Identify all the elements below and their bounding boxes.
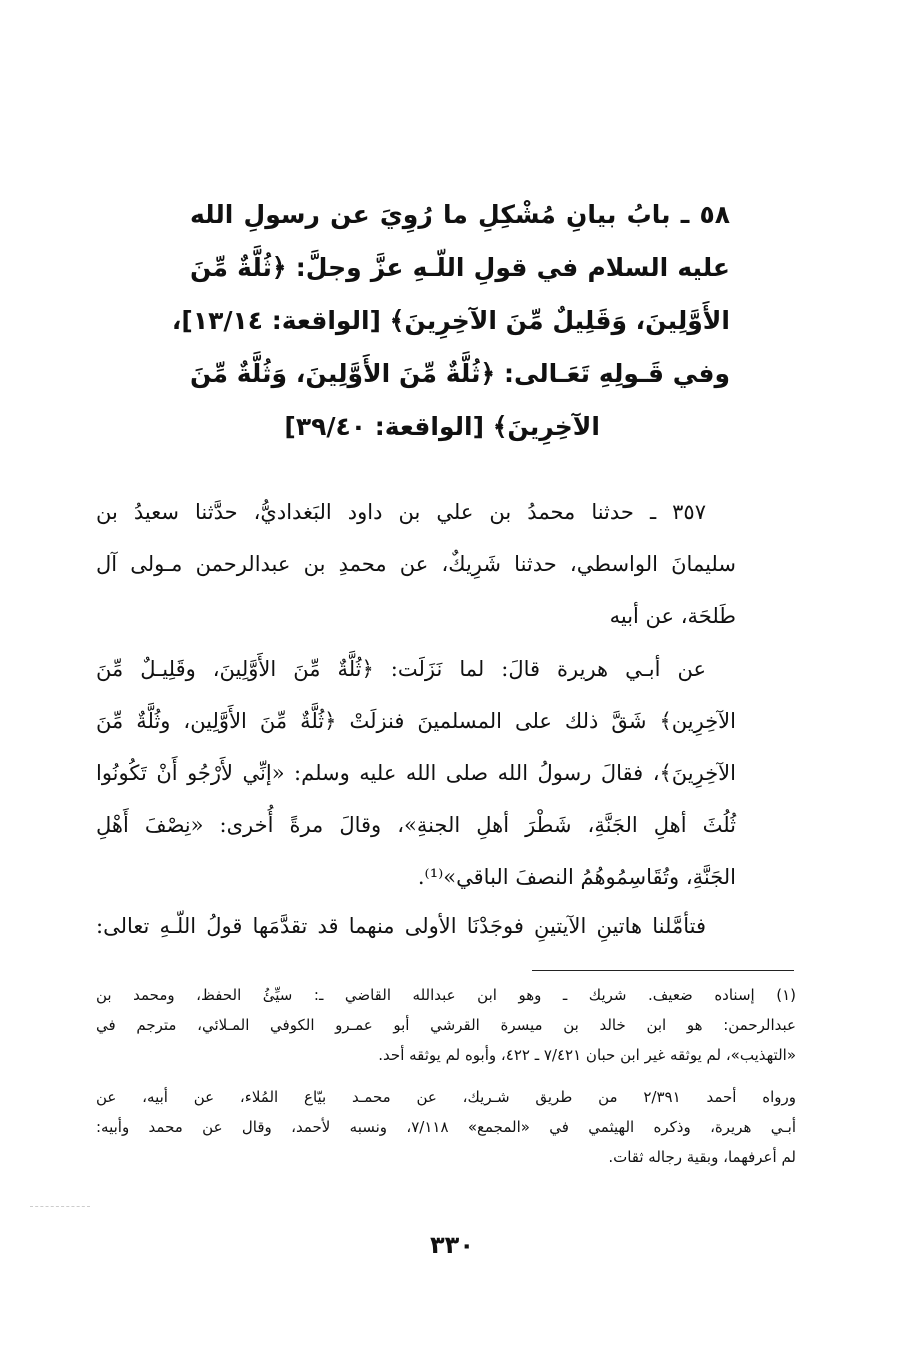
footnote-separator <box>532 970 794 971</box>
body-line: ثُلُثَ أهلِ الجَنَّةِ، شَطْرَ أهلِ الجنةِ»، وقالَ مرةً أُخرى: «نِصْفَ أَهْلِ <box>96 813 736 837</box>
hadith-matn <box>96 643 736 903</box>
chapter-heading <box>171 188 730 453</box>
footnote-line: أبـي هريرة، وذكره الهيثمي في «المجمع» ٧/١١٨، ونسبه لأحمد، وقال عن محمد وأبيه: <box>96 1118 796 1136</box>
body-line: الجَنَّةِ، وتُقَاسِمُوهُمُ النصفَ الباقي»⁽¹⁾. <box>417 865 736 889</box>
scan-artifact-line <box>30 1206 90 1207</box>
body-line: ٣٥٧ ـ حدثنا محمدُ بن علي بن داود البَغداديُّ، حدَّثنا سعيدُ بن <box>96 500 706 524</box>
body-line: طَلحَة، عن أبيه <box>609 604 736 628</box>
footnote-line: (١) إسناده ضعيف. شريك ـ وهو ابن عبدالله القاضي ـ: سيِّئُ الحفظ، ومحمد بن <box>96 986 796 1004</box>
closing-paragraph <box>96 900 736 952</box>
chapter-heading-line: وفي قَـولِهِ تَعَـالى: ﴿ثُلَّةٌ مِّنَ الأَوَّلِينَ، وَثُلَّةٌ مِّنَ <box>190 359 730 388</box>
chapter-heading-line: عليه السلام في قولِ اللّـهِ عزَّ وجلَّ: ﴿ثُلَّةٌ مِّنَ <box>190 253 730 282</box>
footnote-line: «التهذيب»، لم يوثقه غير ابن حبان ٧/٤٢١ ـ ٤٢٢، وأبوه لم يوثقه أحد. <box>378 1046 796 1064</box>
body-line: الآخِرِين﴾ شَقَّ ذلك على المسلمينَ فنزلَتْ ﴿ثُلَّةٌ مِّنَ الأَوَّلِين، وثُلَّةٌ مِّنَ <box>96 709 736 733</box>
body-line: سليمانَ الواسطي، حدثنا شَرِيكٌ، عن محمدِ بن عبدالرحمن مـولى آل <box>96 552 736 576</box>
chapter-heading-line: الآخِرِينَ﴾ [الواقعة: ٣٩/٤٠] <box>284 412 600 441</box>
body-line: الآخِرِينَ﴾، فقالَ رسولُ الله صلى الله عليه وسلم: «إنِّي لأَرْجُو أَنْ تَكُونُوا <box>96 761 736 785</box>
footnote-line: لم أعرفهما، وبقية رجاله ثقات. <box>608 1148 796 1166</box>
body-line: فتأمَّلنا هاتينِ الآيتينِ فوجَدْنَا الأولى منهما قد تقدَّمَها قولُ اللّـهِ تعالى: <box>96 914 706 938</box>
footnote-line: عبدالرحمن: هو ابن خالد بن ميسرة القرشي أبو عمـرو الكوفي المـلائي، مترجم في <box>96 1016 796 1034</box>
hadith-isnad <box>96 486 736 642</box>
footnotes <box>96 980 796 1172</box>
page-number: ٣٣٠ <box>430 1231 474 1259</box>
chapter-heading-line: الأَوَّلِينَ، وَقَلِيلٌ مِّنَ الآخِرِينَ﴾ [الواقعة: ١٣/١٤]، <box>171 306 730 335</box>
footnote-line: ورواه أحمد ٢/٣٩١ من طريق شـريك، عن محمـد بيّاع المُلاء، عن أبيه، عن <box>96 1088 797 1106</box>
chapter-heading-line: ٥٨ ـ بابُ بيانِ مُشْكِلِ ما رُوِيَ عن رسولِ الله <box>190 200 730 229</box>
body-line: عن أبـي هريرة قالَ: لما نَزَلَت: ﴿ثُلَّةٌ مِّنَ الأَوَّلِينَ، وقَلِيـلٌ مِّنَ <box>96 657 706 681</box>
